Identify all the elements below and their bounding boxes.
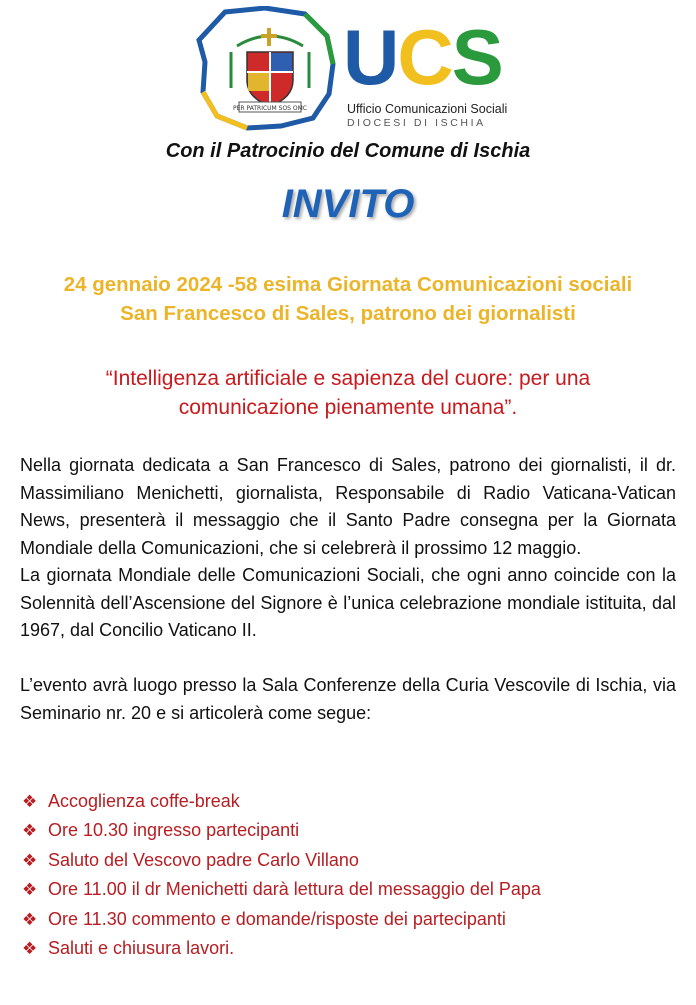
diamond-bullet-icon: ❖: [22, 939, 38, 959]
patrocinio-text: Con il Patrocinio del Comune di Ischia: [165, 140, 531, 162]
motto-text: PER PATRICUM SOS OMC: [233, 105, 307, 112]
ischia-map-coat-of-arms-icon: [195, 6, 345, 134]
office-name: Ufficio Comunicazioni Sociali: [347, 102, 508, 116]
event-subtitle: [0, 270, 696, 328]
diamond-bullet-icon: ❖: [22, 880, 38, 900]
list-item: ❖ Ore 10.30 ingresso partecipanti: [22, 816, 541, 845]
agenda-list: [22, 787, 541, 963]
diamond-bullet-icon: ❖: [22, 821, 38, 841]
list-item: ❖ Ore 11.30 commento e domande/risposte dei partecipanti: [22, 905, 541, 934]
header-logo: [195, 6, 515, 134]
diamond-bullet-icon: ❖: [22, 850, 38, 870]
subtitle-line-date: 24 gennaio 2024 -58 esima Giornata Comunicazioni sociali: [63, 273, 633, 296]
quote-line-2: comunicazione pienamente umana”.: [178, 396, 518, 419]
list-item: ❖ Accoglienza coffe-break: [22, 787, 541, 816]
paragraph-intro: Nella giornata dedicata a San Francesco di Sales, patrono dei giornalisti, il dr. Massimiliano Menichetti, giornalista, Responsabile di Radio Vaticana-Vatican News, presenterà il messaggio che il Santo Padre consegna per la Giornata Mondiale della Comunicazioni, che si celebrerà il prossimo 12 maggio.: [20, 455, 676, 558]
list-item: ❖ Ore 11.00 il dr Menichetti darà lettura del messaggio del Papa: [22, 875, 541, 904]
paragraph-giornata: La giornata Mondiale delle Comunicazioni Sociali, che ogni anno coincide con la Solennità dell’Ascensione del Signore è l’unica celebrazione mondiale istituita, dal 1967, dal Concilio Vaticano II.: [20, 565, 676, 640]
ucs-wordmark: UCS: [343, 13, 502, 101]
body-text: [20, 452, 676, 727]
diamond-bullet-icon: ❖: [22, 792, 38, 811]
subtitle-line-saint: San Francesco di Sales, patrono dei giornalisti: [120, 302, 576, 325]
list-item: ❖ Saluti e chiusura lavori.: [22, 934, 541, 963]
diocese-name: DIOCESI DI ISCHIA: [347, 117, 486, 129]
list-item: ❖ Saluto del Vescovo padre Carlo Villano: [22, 846, 541, 875]
paragraph-spacer: [20, 645, 676, 673]
page-title: INVITO: [281, 182, 415, 226]
theme-quote: [0, 364, 696, 422]
paragraph-venue: L’evento avrà luogo presso la Sala Conferenze della Curia Vescovile di Ischia, via Seminario nr. 20 e si articolerà come segue:: [20, 675, 676, 723]
diamond-bullet-icon: ❖: [22, 909, 38, 929]
quote-line-1: “Intelligenza artificiale e sapienza del cuore: per una: [105, 367, 591, 390]
